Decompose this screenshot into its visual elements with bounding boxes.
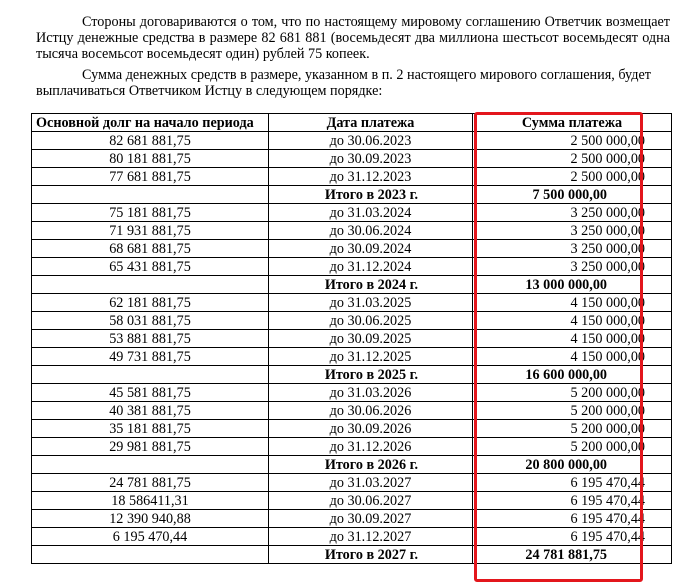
payment-amount-cell: 6 195 470,44 [473, 510, 672, 528]
payment-schedule-table [31, 113, 672, 564]
table-row [32, 528, 672, 546]
principal-debt-cell: 6 195 470,44 [32, 528, 269, 546]
payment-date-cell: до 30.09.2023 [269, 150, 473, 168]
payment-amount-cell: 5 200 000,00 [473, 420, 672, 438]
payment-amount-cell: 4 150 000,00 [473, 312, 672, 330]
total-empty-cell [32, 276, 269, 294]
paragraph-payment-order [36, 67, 670, 99]
total-label: Итого в 2023 г. [269, 186, 473, 204]
table-total-row [32, 186, 672, 204]
payment-amount-cell: 3 250 000,00 [473, 258, 672, 276]
table-total-row [32, 276, 672, 294]
total-amount: 13 000 000,00 [473, 276, 672, 294]
payment-amount-cell: 3 250 000,00 [473, 222, 672, 240]
table-row [32, 330, 672, 348]
payment-date-cell: до 31.12.2026 [269, 438, 473, 456]
principal-debt-cell: 40 381 881,75 [32, 402, 269, 420]
header-payment-amount: Сумма платежа [473, 114, 672, 132]
principal-debt-cell: 49 731 881,75 [32, 348, 269, 366]
table-row [32, 384, 672, 402]
total-label: Итого в 2027 г. [269, 546, 473, 564]
principal-debt-cell: 65 431 881,75 [32, 258, 269, 276]
payment-amount-cell: 6 195 470,44 [473, 528, 672, 546]
payment-date-cell: до 30.09.2027 [269, 510, 473, 528]
principal-debt-cell: 35 181 881,75 [32, 420, 269, 438]
table-row [32, 348, 672, 366]
payment-amount-cell: 4 150 000,00 [473, 294, 672, 312]
table-header-row [32, 114, 672, 132]
payment-amount-cell: 6 195 470,44 [473, 474, 672, 492]
payment-amount-cell: 3 250 000,00 [473, 204, 672, 222]
payment-date-cell: до 30.09.2026 [269, 420, 473, 438]
principal-debt-cell: 71 931 881,75 [32, 222, 269, 240]
principal-debt-cell: 45 581 881,75 [32, 384, 269, 402]
payment-date-cell: до 31.12.2025 [269, 348, 473, 366]
principal-debt-cell: 12 390 940,88 [32, 510, 269, 528]
table-row [32, 420, 672, 438]
payment-date-cell: до 30.09.2024 [269, 240, 473, 258]
payment-date-cell: до 30.06.2024 [269, 222, 473, 240]
principal-debt-cell: 29 981 881,75 [32, 438, 269, 456]
principal-debt-cell: 24 781 881,75 [32, 474, 269, 492]
paragraph-settlement-amount [36, 14, 670, 62]
payment-amount-cell: 2 500 000,00 [473, 168, 672, 186]
payment-amount-cell: 4 150 000,00 [473, 348, 672, 366]
header-payment-date: Дата платежа [269, 114, 473, 132]
table-row [32, 510, 672, 528]
payment-amount-cell: 5 200 000,00 [473, 438, 672, 456]
total-amount: 20 800 000,00 [473, 456, 672, 474]
table-total-row [32, 546, 672, 564]
payment-date-cell: до 31.03.2027 [269, 474, 473, 492]
payment-date-cell: до 31.12.2023 [269, 168, 473, 186]
principal-debt-cell: 77 681 881,75 [32, 168, 269, 186]
payment-amount-cell: 5 200 000,00 [473, 384, 672, 402]
total-label: Итого в 2025 г. [269, 366, 473, 384]
total-empty-cell [32, 456, 269, 474]
total-label: Итого в 2024 г. [269, 276, 473, 294]
total-label: Итого в 2026 г. [269, 456, 473, 474]
payment-amount-cell: 2 500 000,00 [473, 132, 672, 150]
total-empty-cell [32, 186, 269, 204]
table-row [32, 258, 672, 276]
table-row [32, 312, 672, 330]
payment-date-cell: до 30.06.2027 [269, 492, 473, 510]
payment-amount-cell: 4 150 000,00 [473, 330, 672, 348]
table-row [32, 240, 672, 258]
principal-debt-cell: 82 681 881,75 [32, 132, 269, 150]
table-total-row [32, 456, 672, 474]
total-empty-cell [32, 546, 269, 564]
payment-date-cell: до 31.12.2024 [269, 258, 473, 276]
payment-date-cell: до 30.09.2025 [269, 330, 473, 348]
total-empty-cell [32, 366, 269, 384]
principal-debt-cell: 62 181 881,75 [32, 294, 269, 312]
table-row [32, 168, 672, 186]
table-row [32, 438, 672, 456]
principal-debt-cell: 53 881 881,75 [32, 330, 269, 348]
payment-amount-cell: 6 195 470,44 [473, 492, 672, 510]
principal-debt-cell: 75 181 881,75 [32, 204, 269, 222]
table-body [32, 132, 672, 564]
table-row [32, 474, 672, 492]
table-row [32, 132, 672, 150]
payment-date-cell: до 30.06.2025 [269, 312, 473, 330]
total-amount: 7 500 000,00 [473, 186, 672, 204]
total-amount: 24 781 881,75 [473, 546, 672, 564]
principal-debt-cell: 18 586411,31 [32, 492, 269, 510]
principal-debt-cell: 68 681 881,75 [32, 240, 269, 258]
principal-debt-cell: 80 181 881,75 [32, 150, 269, 168]
principal-debt-cell: 58 031 881,75 [32, 312, 269, 330]
total-amount: 16 600 000,00 [473, 366, 672, 384]
table-row [32, 492, 672, 510]
payment-date-cell: до 31.03.2024 [269, 204, 473, 222]
payment-date-cell: до 30.06.2026 [269, 402, 473, 420]
payment-date-cell: до 30.06.2023 [269, 132, 473, 150]
table-row [32, 294, 672, 312]
payment-amount-cell: 5 200 000,00 [473, 402, 672, 420]
table-total-row [32, 366, 672, 384]
paragraph-settlement-amount-text: Стороны договариваются о том, что по настоящему мировому соглашению Ответчик возмещает Истцу денежные средства в размере 82 681 881 (восемьдесят два миллиона шестьсот восемьдесят одна тысяча восемьсот восемьдесят один) рублей 75 копеек. [36, 14, 670, 62]
table-row [32, 402, 672, 420]
payment-date-cell: до 31.12.2027 [269, 528, 473, 546]
paragraph-payment-order-text: Сумма денежных средств в размере, указанном в п. 2 настоящего мирового соглашения, будет выплачиваться Ответчиком Истцу в следующем порядке: [36, 67, 651, 99]
payment-date-cell: до 31.03.2025 [269, 294, 473, 312]
payment-amount-cell: 3 250 000,00 [473, 240, 672, 258]
table-row [32, 204, 672, 222]
payment-amount-cell: 2 500 000,00 [473, 150, 672, 168]
table-row [32, 150, 672, 168]
header-principal-debt: Основной долг на начало периода [32, 114, 269, 132]
payment-date-cell: до 31.03.2026 [269, 384, 473, 402]
table-row [32, 222, 672, 240]
